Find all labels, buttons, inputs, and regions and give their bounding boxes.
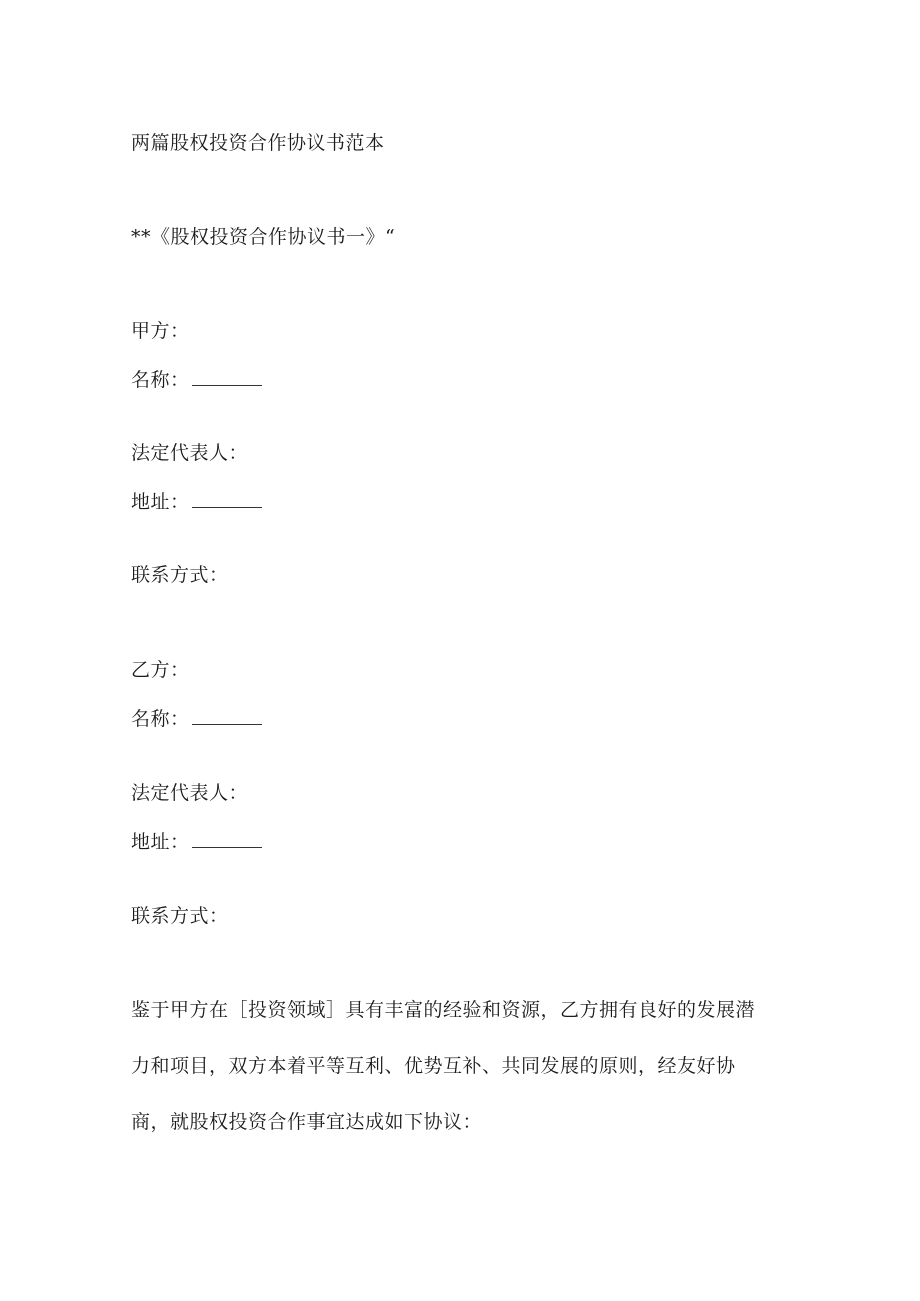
preamble-line: 力和项目，双方本着平等互利、优势互补、共同发展的原则，经友好协 [131,1055,736,1077]
party-a-rep-label: 法定代表人： [131,442,249,464]
party-b-name-label: 名称： [131,708,190,730]
party-b-heading: 乙方： [131,659,190,681]
party-b-contact-label: 联系方式： [131,905,229,927]
party-a-name-blank [192,369,262,386]
party-a-name-label: 名称： [131,369,190,391]
party-a-heading: 甲方： [131,320,190,342]
preamble-line: 鉴于甲方在［投资领域］具有丰富的经验和资源，乙方拥有良好的发展潜 [131,999,756,1021]
party-a-address-label: 地址： [131,491,190,513]
preamble-paragraph [131,998,781,1166]
preamble-line: 商，就股权投资合作事宜达成如下协议： [131,1111,483,1133]
document-title: 两篇股权投资合作协议书范本 [131,132,385,154]
party-a-address-blank [192,491,262,508]
party-a-name-row [131,368,262,392]
party-b-name-blank [192,708,262,725]
party-b-address-label: 地址： [131,831,190,853]
party-a-contact-label: 联系方式： [131,564,229,586]
party-a-address-row [131,490,262,514]
party-b-address-row [131,830,262,854]
party-b-name-row [131,707,262,731]
party-b-rep-label: 法定代表人： [131,782,249,804]
agreement-heading: **《股权投资合作协议书一》“ [131,226,396,248]
party-b-address-blank [192,831,262,848]
